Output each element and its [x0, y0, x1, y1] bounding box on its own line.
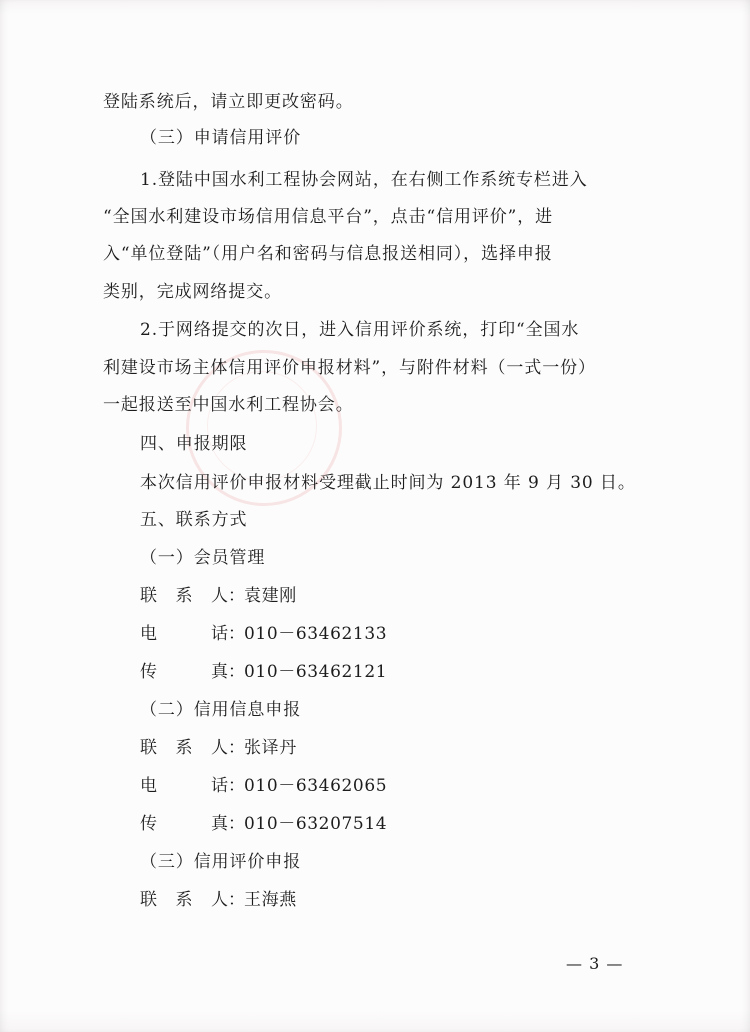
phone-value: 010－63462065: [244, 776, 388, 796]
section-heading: 五、联系方式: [140, 510, 248, 530]
phone-row: 电 话 ： 010－63462065: [140, 776, 388, 796]
contact-person-label: 联 系 人: [140, 890, 228, 910]
subsection-heading: （二）信用信息申报: [140, 700, 302, 720]
fax-label: 传 真: [140, 814, 228, 834]
text-line: 1.登陆中国水利工程协会网站，在右侧工作系统专栏进入: [140, 170, 588, 190]
contact-person-row: 联 系 人 ： 张译丹: [140, 738, 297, 758]
fax-value: 010－63462121: [244, 662, 388, 682]
contact-person-value: 袁建刚: [244, 586, 297, 606]
fax-label: 传 真: [140, 662, 228, 682]
contact-person-value: 王海燕: [244, 890, 297, 910]
contact-person-value: 张译丹: [244, 738, 297, 758]
text-line: 本次信用评价申报材料受理截止时间为 2013 年 9 月 30 日。: [140, 473, 636, 493]
subsection-heading: （三）信用评价申报: [140, 852, 302, 872]
text-line: “全国水利建设市场信用信息平台”，点击“信用评价”，进: [103, 207, 554, 227]
fax-row: 传 真 ： 010－63462121: [140, 662, 388, 682]
text-line: 入“单位登陆”（用户名和密码与信息报送相同），选择申报: [103, 244, 553, 264]
contact-person-row: 联 系 人 ： 王海燕: [140, 890, 297, 910]
text-line: 一起报送至中国水利工程协会。: [103, 395, 354, 415]
subsection-heading: （一）会员管理: [140, 548, 266, 568]
phone-label: 电 话: [140, 776, 228, 796]
section-heading: 四、申报期限: [140, 434, 248, 454]
page-number: — 3 —: [566, 954, 624, 973]
phone-value: 010－63462133: [244, 624, 388, 644]
fax-row: 传 真 ： 010－63207514: [140, 814, 388, 834]
contact-person-label: 联 系 人: [140, 586, 228, 606]
section-heading: （三）申请信用评价: [140, 128, 302, 148]
contact-person-label: 联 系 人: [140, 738, 228, 758]
text-line: 类别，完成网络提交。: [103, 282, 282, 302]
text-line: 登陆系统后，请立即更改密码。: [103, 92, 354, 112]
fax-value: 010－63207514: [244, 814, 388, 834]
phone-label: 电 话: [140, 624, 228, 644]
phone-row: 电 话 ： 010－63462133: [140, 624, 388, 644]
text-line: 利建设市场主体信用评价申报材料”，与附件材料（一式一份）: [103, 358, 596, 378]
contact-person-row: 联 系 人 ： 袁建刚: [140, 586, 297, 606]
text-line: 2.于网络提交的次日，进入信用评价系统，打印“全国水: [140, 320, 580, 340]
